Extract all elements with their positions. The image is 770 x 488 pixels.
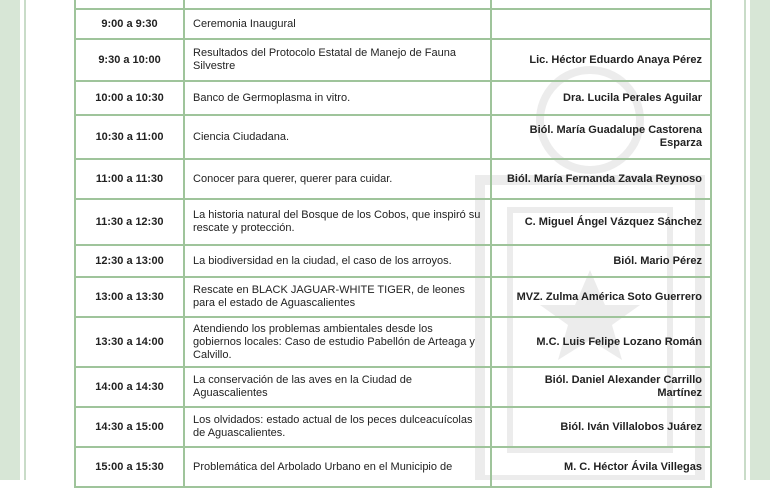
- topic-cell: Conocer para querer, querer para cuidar.: [184, 159, 491, 199]
- topic-cell: Los olvidados: estado actual de los peces dulceacuícolas de Aguascalientes.: [184, 407, 491, 447]
- table-row: [75, 317, 711, 367]
- topic-cell: Resultados del Protocolo Estatal de Manejo de Fauna Silvestre: [184, 39, 491, 81]
- speaker-cell: Biól. María Guadalupe Castorena Esparza: [491, 115, 711, 159]
- table-row: [75, 447, 711, 487]
- topic-cell: Ciencia Ciudadana.: [184, 115, 491, 159]
- time-cell: 15:00 a 15:30: [75, 447, 184, 487]
- left-inner-line: [24, 0, 26, 480]
- table-row: [75, 9, 711, 39]
- speaker-cell: C. Miguel Ángel Vázquez Sánchez: [491, 199, 711, 245]
- speaker-cell: M. C. Héctor Ávila Villegas: [491, 447, 711, 487]
- table-row: [75, 115, 711, 159]
- topic-cell: La biodiversidad en la ciudad, el caso de los arroyos.: [184, 245, 491, 277]
- time-cell: 13:30 a 14:00: [75, 317, 184, 367]
- time-cell: 14:00 a 14:30: [75, 367, 184, 407]
- table-row: [75, 39, 711, 81]
- time-cell: 10:30 a 11:00: [75, 115, 184, 159]
- table-row: [75, 159, 711, 199]
- time-cell: 13:00 a 13:30: [75, 277, 184, 317]
- topic-cell: La historia natural del Bosque de los Cobos, que inspiró su rescate y protección.: [184, 199, 491, 245]
- time-cell: 11:00 a 11:30: [75, 159, 184, 199]
- topic-cell: Atendiendo los problemas ambientales desde los gobiernos locales: Caso de estudio Pabellón de Arteaga y Calvillo.: [184, 317, 491, 367]
- time-cell: 14:30 a 15:00: [75, 407, 184, 447]
- speaker-cell: M.C. Luis Felipe Lozano Román: [491, 317, 711, 367]
- time-cell: 12:30 a 13:00: [75, 245, 184, 277]
- left-border: [0, 0, 20, 480]
- topic-cell: Ceremonia Inaugural: [184, 9, 491, 39]
- table-row: [75, 277, 711, 317]
- speaker-cell: Biól. Iván Villalobos Juárez: [491, 407, 711, 447]
- table-row: [75, 81, 711, 115]
- speaker-cell: [491, 0, 711, 9]
- topic-cell: Banco de Germoplasma in vitro.: [184, 81, 491, 115]
- table-row: [75, 245, 711, 277]
- topic-cell: Rescate en BLACK JAGUAR-WHITE TIGER, de leones para el estado de Aguascalientes: [184, 277, 491, 317]
- speaker-cell: Biól. Mario Pérez: [491, 245, 711, 277]
- speaker-cell: MVZ. Zulma América Soto Guerrero: [491, 277, 711, 317]
- table-row: [75, 199, 711, 245]
- topic-cell: [184, 0, 491, 9]
- table-row: [75, 0, 711, 9]
- speaker-cell: Biól. Daniel Alexander Carrillo Martínez: [491, 367, 711, 407]
- program-schedule-table: [74, 0, 712, 488]
- time-cell: 9:00 a 9:30: [75, 9, 184, 39]
- time-cell: [75, 0, 184, 9]
- speaker-cell: Biól. María Fernanda Zavala Reynoso: [491, 159, 711, 199]
- table-row: [75, 367, 711, 407]
- right-inner-line: [744, 0, 746, 480]
- topic-cell: Problemática del Arbolado Urbano en el Municipio de: [184, 447, 491, 487]
- topic-cell: La conservación de las aves en la Ciudad de Aguascalientes: [184, 367, 491, 407]
- right-border: [750, 0, 770, 480]
- speaker-cell: Lic. Héctor Eduardo Anaya Pérez: [491, 39, 711, 81]
- time-cell: 10:00 a 10:30: [75, 81, 184, 115]
- speaker-cell: Dra. Lucila Perales Aguilar: [491, 81, 711, 115]
- time-cell: 9:30 a 10:00: [75, 39, 184, 81]
- table-row: [75, 407, 711, 447]
- time-cell: 11:30 a 12:30: [75, 199, 184, 245]
- speaker-cell: [491, 9, 711, 39]
